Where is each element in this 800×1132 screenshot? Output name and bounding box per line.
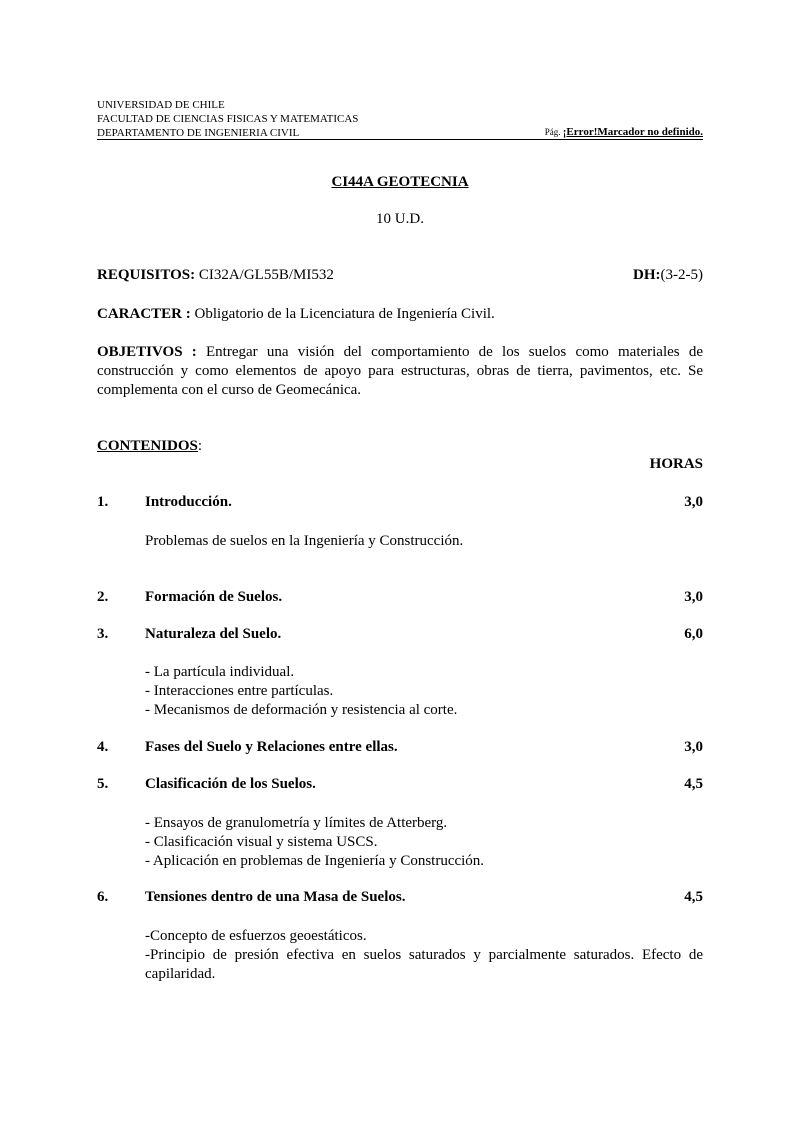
section-item: - Mecanismos de deformación y resistencia al corte. bbox=[145, 702, 458, 718]
section-title: Fases del Suelo y Relaciones entre ellas. bbox=[145, 739, 398, 755]
section-title: Naturaleza del Suelo. bbox=[145, 626, 282, 642]
section-number: 4. bbox=[97, 739, 109, 755]
course-units: 10 U.D. bbox=[376, 211, 424, 227]
caracter-value: Obligatorio de la Licenciatura de Ingeniería Civil. bbox=[190, 306, 495, 322]
header-divider bbox=[97, 139, 703, 140]
page-number-field bbox=[545, 126, 703, 138]
contenidos-heading bbox=[97, 437, 202, 456]
section-hours: 4,5 bbox=[684, 776, 703, 792]
header-university: UNIVERSIDAD DE CHILE bbox=[97, 99, 225, 111]
section-hours: 3,0 bbox=[684, 739, 703, 755]
section-number: 2. bbox=[97, 589, 109, 605]
objetivos-paragraph bbox=[97, 343, 703, 400]
course-title: CI44A GEOTECNIA bbox=[331, 174, 469, 190]
section-item: -Concepto de esfuerzos geoestáticos. bbox=[145, 928, 367, 944]
requisitos-line bbox=[97, 266, 334, 285]
objetivos-label: OBJETIVOS : bbox=[97, 344, 197, 360]
contenidos-label: CONTENIDOS bbox=[97, 438, 198, 454]
dh-line bbox=[633, 266, 703, 285]
section-item: - La partícula individual. bbox=[145, 664, 295, 680]
section-number: 3. bbox=[97, 626, 109, 642]
section-hours: 3,0 bbox=[684, 494, 703, 510]
section-item: - Clasificación visual y sistema USCS. bbox=[145, 834, 378, 850]
section-item: -Principio de presión efectiva en suelos saturados y parcialmente saturados. Efecto de capilaridad. bbox=[145, 947, 703, 982]
section-title: Clasificación de los Suelos. bbox=[145, 776, 316, 792]
hours-column-header: HORAS bbox=[649, 456, 703, 472]
section-item: - Interacciones entre partículas. bbox=[145, 683, 334, 699]
section-hours: 3,0 bbox=[684, 589, 703, 605]
section-number: 5. bbox=[97, 776, 109, 792]
page-error-text: ¡Error!Marcador no definido. bbox=[562, 126, 703, 138]
section-hours: 6,0 bbox=[684, 626, 703, 642]
section-title: Tensiones dentro de una Masa de Suelos. bbox=[145, 889, 406, 905]
section-number: 6. bbox=[97, 889, 109, 905]
section-hours: 4,5 bbox=[684, 889, 703, 905]
page-label: Pág. bbox=[544, 127, 563, 137]
dh-label: DH: bbox=[633, 267, 661, 283]
section-item: - Ensayos de granulometría y límites de Atterberg. bbox=[145, 815, 448, 831]
section-item: Problemas de suelos en la Ingeniería y Construcción. bbox=[145, 533, 464, 549]
section-number: 1. bbox=[97, 494, 109, 510]
caracter-line bbox=[97, 305, 495, 324]
section-item: - Aplicación en problemas de Ingeniería y Construcción. bbox=[145, 853, 485, 869]
dh-value: (3-2-5) bbox=[660, 267, 703, 283]
header-faculty: FACULTAD DE CIENCIAS FISICAS Y MATEMATICAS bbox=[97, 113, 359, 125]
requisitos-label: REQUISITOS: bbox=[97, 267, 196, 283]
contenidos-colon: : bbox=[197, 438, 203, 454]
section-title: Introducción. bbox=[145, 494, 232, 510]
requisitos-value: CI32A/GL55B/MI532 bbox=[195, 267, 334, 283]
caracter-label: CARACTER : bbox=[97, 306, 191, 322]
header-department: DEPARTAMENTO DE INGENIERIA CIVIL bbox=[97, 127, 300, 139]
section-title: Formación de Suelos. bbox=[145, 589, 283, 605]
objetivos-text: Entregar una visión del comportamiento de los suelos como materiales de construcción y como elementos de apoyo para estructuras, obras de tierra, pavimentos, etc. Se complementa con el curso de Geomecánica. bbox=[97, 344, 703, 398]
